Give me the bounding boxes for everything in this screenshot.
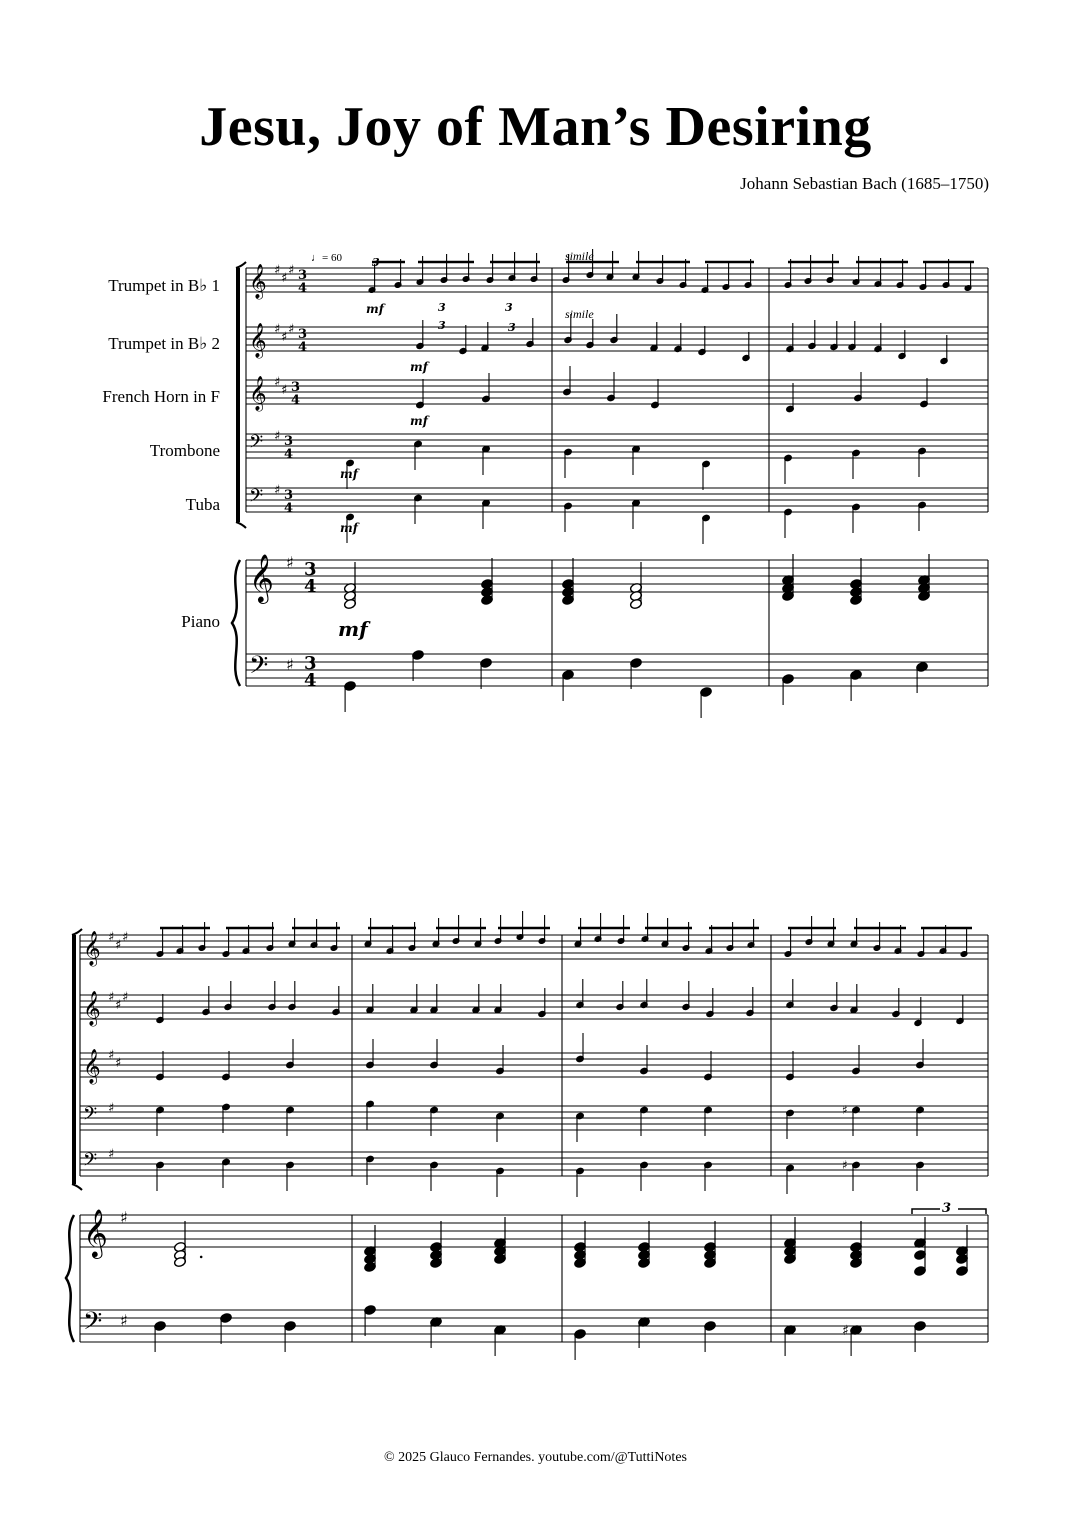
clef: 𝄢 — [249, 486, 264, 511]
instrument-label-trumpet-1: Trumpet in B♭ 1 — [108, 276, 220, 295]
time-sig-den: 4 — [304, 576, 317, 597]
triplet-marking: 3 — [438, 301, 446, 314]
sharp-accidental: ♯ — [842, 1323, 849, 1339]
time-sig-num: 3 — [284, 488, 294, 503]
key-sharp: ♯ — [108, 1101, 115, 1116]
bracket-hook — [236, 522, 246, 528]
instrument-label-trombone: Trombone — [149, 441, 220, 460]
music-notation — [66, 249, 988, 1360]
time-sig-num: 3 — [298, 327, 308, 342]
key-sharp: ♯ — [108, 990, 115, 1005]
triplet-marking: 3 — [942, 1201, 952, 1216]
clef: 𝄞 — [249, 264, 267, 299]
key-sharp: ♯ — [115, 998, 122, 1013]
key-sharp: ♯ — [274, 322, 281, 337]
key-sharp: ♯ — [122, 990, 129, 1005]
triplet-marking: 3 — [508, 321, 516, 334]
clef: 𝄞 — [83, 931, 101, 966]
key-sharp: ♯ — [286, 655, 294, 674]
key-sharp: ♯ — [108, 1048, 115, 1063]
clef: 𝄞 — [249, 553, 274, 602]
score-title: Jesu, Joy of Man’s Desiring — [199, 96, 872, 158]
key-sharp: ♯ — [288, 263, 295, 278]
bracket-hook — [72, 1184, 82, 1190]
tempo-marking: ♩= 60 — [311, 252, 342, 264]
key-sharp: ♯ — [274, 483, 281, 498]
clef: 𝄞 — [83, 1208, 108, 1257]
clef: 𝄢 — [83, 1150, 98, 1175]
simile-marking-2: simile — [565, 307, 594, 321]
dynamic-mf: mf — [340, 521, 358, 535]
dynamic-mf: mf — [410, 414, 428, 428]
key-sharp: ♯ — [286, 553, 294, 572]
clef: 𝄞 — [249, 323, 267, 358]
triplet-marking: 3 — [438, 319, 446, 332]
key-sharp: ♯ — [120, 1311, 128, 1330]
key-sharp: ♯ — [274, 429, 281, 444]
instrument-label-piano: Piano — [181, 612, 220, 631]
clef: 𝄢 — [83, 1104, 98, 1129]
time-sig-den: 4 — [284, 501, 294, 516]
time-sig-den: 4 — [298, 281, 308, 296]
time-sig-num: 3 — [298, 268, 308, 283]
key-sharp: ♯ — [274, 375, 281, 390]
clef: 𝄞 — [249, 376, 267, 411]
instrument-label-french-horn: French Horn in F — [102, 387, 220, 406]
composer: Johann Sebastian Bach (1685–1750) — [740, 174, 989, 193]
key-sharp: ♯ — [108, 930, 115, 945]
triplet-marking: 3 — [372, 256, 380, 269]
dot: . — [198, 1239, 205, 1263]
instrument-label-trumpet-2: Trumpet in B♭ 2 — [108, 334, 220, 353]
piano-brace — [232, 560, 240, 686]
time-sig-den: 4 — [291, 393, 301, 408]
time-sig-den: 4 — [298, 340, 308, 355]
sharp-accidental: ♯ — [842, 1103, 848, 1117]
key-sharp: ♯ — [281, 330, 288, 345]
time-sig-den: 4 — [284, 447, 294, 462]
copyright-footer: © 2025 Glauco Fernandes. youtube.com/@TuttiNotes — [384, 1450, 687, 1465]
key-sharp: ♯ — [120, 1208, 128, 1227]
key-sharp: ♯ — [115, 938, 122, 953]
key-sharp: ♯ — [115, 1056, 122, 1071]
clef: 𝄞 — [83, 991, 101, 1026]
time-sig-num: 3 — [284, 434, 294, 449]
clef: 𝄞 — [83, 1049, 101, 1084]
piano-brace — [66, 1215, 74, 1342]
bracket-hook — [236, 262, 246, 268]
instrument-label-tuba: Tuba — [185, 495, 220, 514]
key-sharp: ♯ — [288, 322, 295, 337]
key-sharp: ♯ — [122, 930, 129, 945]
clef: 𝄢 — [249, 651, 269, 686]
time-sig-num: 3 — [304, 653, 317, 674]
simile-marking-1: simile — [565, 249, 594, 263]
bracket-hook — [72, 929, 82, 935]
key-sharp: ♯ — [274, 263, 281, 278]
time-sig-num: 3 — [291, 380, 301, 395]
dynamic-mf: mf — [410, 360, 428, 374]
key-sharp: ♯ — [281, 271, 288, 286]
clef: 𝄢 — [249, 432, 264, 457]
dynamic-mf: mf — [366, 302, 384, 316]
triplet-marking: 3 — [505, 301, 513, 314]
time-sig-den: 4 — [304, 670, 317, 691]
clef: 𝄢 — [83, 1307, 103, 1342]
sharp-accidental: ♯ — [842, 1158, 848, 1172]
dynamic-mf: mf — [340, 467, 358, 481]
time-sig-num: 3 — [304, 559, 317, 580]
key-sharp: ♯ — [108, 1147, 115, 1162]
key-sharp: ♯ — [281, 383, 288, 398]
dynamic-mf: mf — [338, 617, 368, 641]
